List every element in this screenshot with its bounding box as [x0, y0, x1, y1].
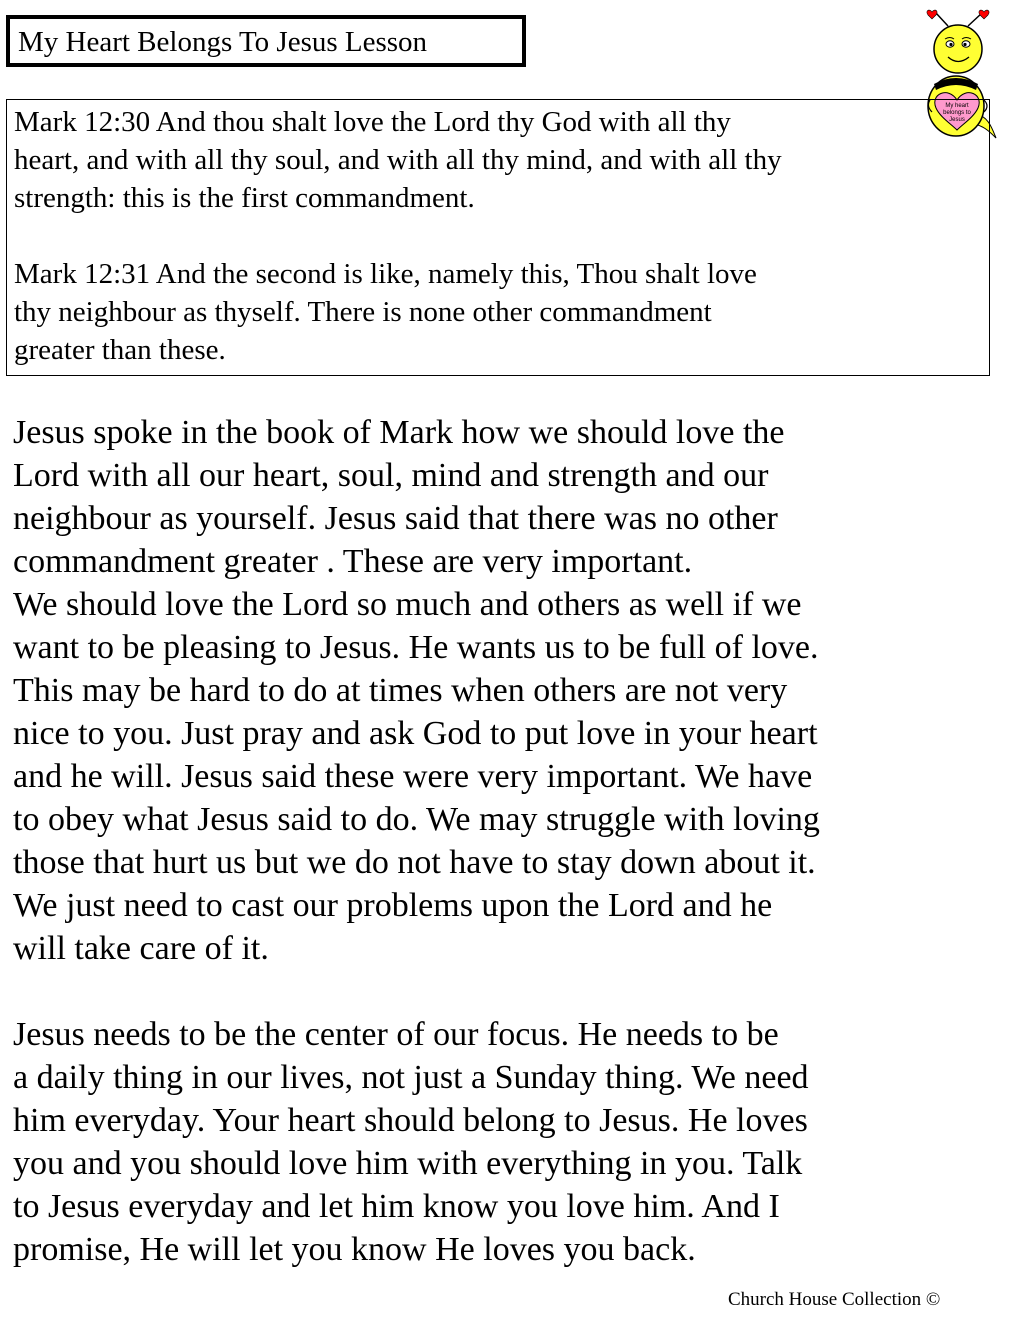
lesson-paragraph-1: Jesus spoke in the book of Mark how we should love the Lord with all our heart, soul, mind and strength and our neighbour as yourself. Jesus said that there was no other commandment greater . These are very important. We should love the Lord so much and others as well if we want to be pleasing to Jesus. He wants us to be full of love. This may be hard to do at times when others are not very nice to you. Just pray and ask God to put love in your heart and he will. Jesus said these were very important. We have to obey what Jesus said to do. We may struggle with loving those that hurt us but we do not have to stay down about it. We just need to cast our problems upon the Lord and he will take care of it.: [13, 414, 820, 967]
copyright-footer: Church House Collection ©: [728, 1289, 941, 1310]
heart-text-line1: My heart: [945, 103, 969, 109]
lesson-paragraph-2: Jesus needs to be the center of our focus. He needs to be a daily thing in our lives, not just a Sunday thing. We need him everyday. Your heart should belong to Jesus. He loves you and you should love him with everything in you. Talk to Jesus everyday and let him know you love him. And I promise, He will let you know He loves you back.: [13, 1016, 809, 1268]
scripture-box: [6, 99, 990, 376]
scripture-verse-mark-12-31: Mark 12:31 And the second is like, namely this, Thou shalt love thy neighbour as thyself. There is none other commandment greater than these.: [14, 258, 757, 366]
lesson-title-box: [6, 15, 526, 67]
scripture-verse-mark-12-30: Mark 12:30 And thou shalt love the Lord thy God with all thy heart, and with all thy soul, and with all thy mind, and with all thy strength: this is the first commandment.: [14, 106, 782, 214]
heart-text-line2: belongs to: [943, 110, 971, 116]
lesson-body: [13, 411, 1013, 1271]
lesson-title: My Heart Belongs To Jesus Lesson: [18, 26, 428, 58]
heart-text-line3: Jesus: [949, 117, 965, 123]
